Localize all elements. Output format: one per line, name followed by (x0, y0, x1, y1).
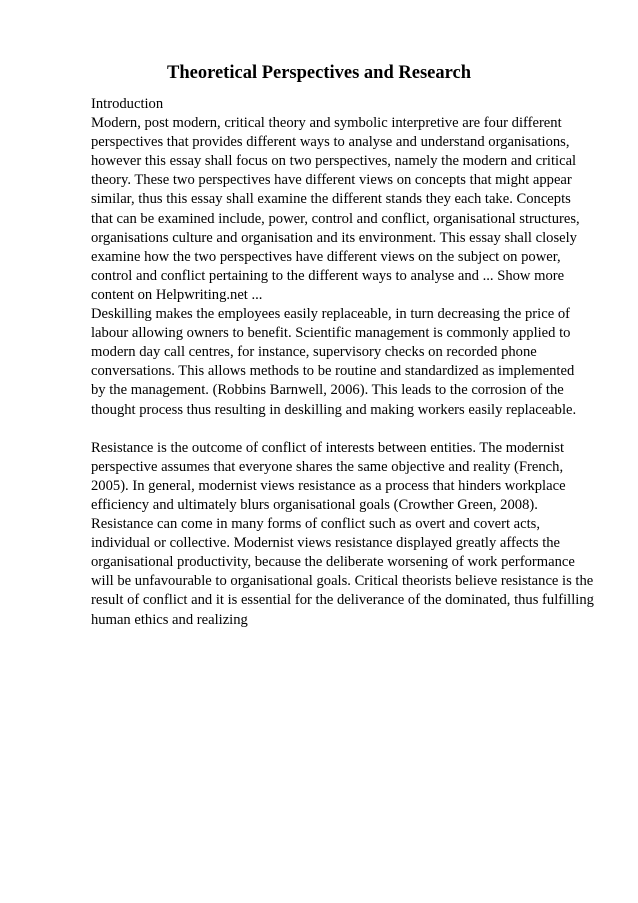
body-line: Introduction (91, 96, 164, 112)
body-line: that can be examined include, power, control and conflict, organisational structures, (91, 210, 580, 227)
body-line: however this essay shall focus on two perspectives, namely the modern and critical (91, 153, 577, 170)
body-line: individual or collective. Modernist views resistance displayed greatly affects the (91, 535, 561, 552)
body-line: by the management. (Robbins Barnwell, 2006). This leads to the corrosion of the (91, 382, 564, 399)
body-line: modern day call centres, for instance, supervisory checks on recorded phone (91, 344, 537, 361)
document-title: Theoretical Perspectives and Research (167, 63, 471, 83)
body-line: labour allowing owners to benefit. Scientific management is commonly applied to (91, 325, 571, 342)
body-line: similar, thus this essay shall examine the different stands they each take. Concepts (91, 191, 571, 208)
body-line: result of conflict and it is essential for the deliverance of the dominated, thus fulfilling (91, 592, 594, 609)
body-line: Modern, post modern, critical theory and symbolic interpretive are four different (91, 115, 562, 132)
body-line: thought process thus resulting in deskilling and making workers easily replaceable. (91, 401, 577, 418)
body-line: conversations. This allows methods to be routine and standardized as implemented (91, 363, 575, 380)
body-line: control and conflict pertaining to the different ways to analyse and ... Show more (91, 267, 565, 284)
body-line: perspectives that provides different ways to analyse and understand organisations, (91, 134, 570, 151)
body-line: organisational productivity, because the deliberate worsening of work performance (91, 554, 575, 571)
body-line: 2005). In general, modernist views resistance as a process that hinders workplace (91, 477, 566, 494)
document-body (91, 95, 611, 630)
body-line: theory. These two perspectives have different views on concepts that might appear (91, 172, 572, 189)
body-line: content on Helpwriting.net ... (91, 286, 263, 303)
body-line: Resistance is the outcome of conflict of interests between entities. The modernist (91, 439, 565, 456)
body-line: Deskilling makes the employees easily replaceable, in turn decreasing the price of (91, 306, 570, 323)
body-line: organisations culture and organisation and its environment. This essay shall closely (91, 229, 577, 246)
body-line: perspective assumes that everyone shares the same objective and reality (French, (91, 458, 564, 475)
body-line: efficiency and ultimately blurs organisational goals (Crowther Green, 2008). (91, 496, 538, 513)
body-line: examine how the two perspectives have different views on the subject on power, (91, 248, 561, 265)
paragraph-gap (91, 420, 611, 439)
body-line: human ethics and realizing (91, 611, 248, 628)
body-line: will be unfavourable to organisational goals. Critical theorists believe resistance is the (91, 573, 594, 590)
body-line: Resistance can come in many forms of conflict such as overt and covert acts, (91, 516, 541, 533)
